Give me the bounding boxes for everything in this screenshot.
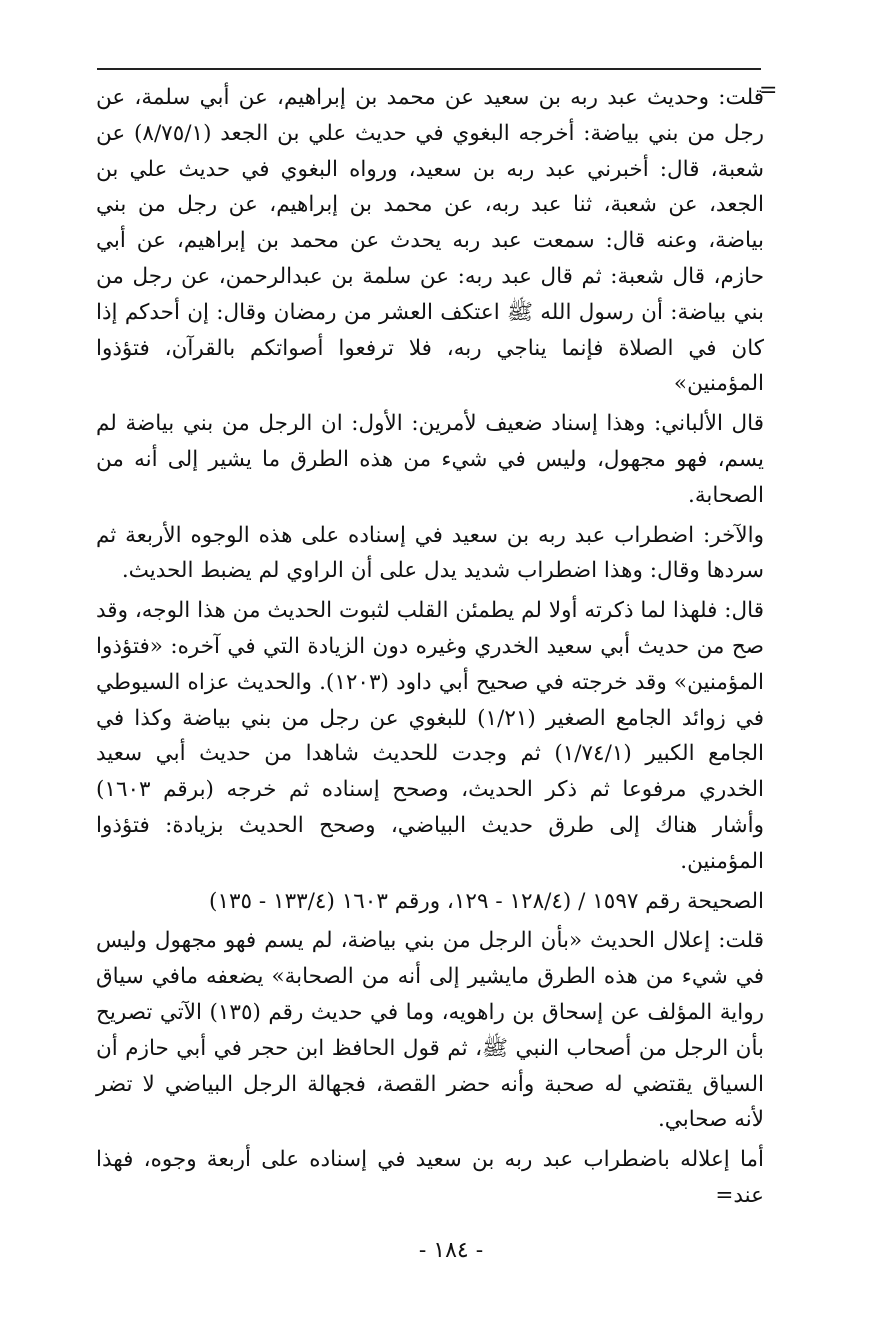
paragraph-3: والآخر: اضطراب عبد ربه بن سعيد في إسناده على هذه الوجوه الأربعة ثم سردها وقال: وهذا اضطراب شديد يدل على أن الراوي لم يضبط الحديث. [96, 522, 764, 584]
paragraph-6: قلت: إعلال الحديث «بأن الرجل من بني بياضة، لم يسم فهو مجهول وليس في شيء من هذه الطرق مايشير إلى أنه من الصحابة» يضعفه مافي سياق رواية المؤلف عن إسحاق بن راهويه، وما في حديث رقم (١٣٥) الآتي تصريح بأن الرجل من أصحاب النبي ﷺ، ثم قول الحافظ ابن حجر في أبي حازم أن السياق يقتضي له صحبة وأنه حضر القصة، فجهالة الرجل البياضي لا تضر لأنه صحابي. [96, 928, 764, 1133]
paragraph-7: أما إعلاله باضطراب عبد ربه بن سعيد في إسناده على أربعة وجوه، فهذا عند= [96, 1147, 764, 1208]
continuation-mark: = [759, 78, 778, 103]
footnote-body [96, 80, 764, 1214]
footnote-separator-rule [97, 68, 761, 70]
paragraph-1: قلت: وحديث عبد ربه بن سعيد عن محمد بن إبراهيم، عن أبي سلمة، عن رجل من بني بياضة: أخرجه البغوي في حديث علي بن الجعد (٨/٧٥/١) عن شعبة، قال: أخبرني عبد ربه بن سعيد، ورواه البغوي في حديث علي بن الجعد، عن شعبة، ثنا عبد ربه، عن محمد بن إبراهيم، عن رجل من بني بياضة، وعنه قال: سمعت عبد ربه يحدث عن محمد بن إبراهيم، عن أبي حازم، قال شعبة: ثم قال عبد ربه: عن سلمة بن عبدالرحمن، عن رجل من بني بياضة: أن رسول الله ﷺ اعتكف العشر من رمضان وقال: إن أحدكم إذا كان في الصلاة فإنما يناجي ربه، فلا ترفعوا أصواتكم بالقرآن، فتؤذوا المؤمنين» [96, 85, 764, 397]
paragraph-2: قال الألباني: وهذا إسناد ضعيف لأمرين: الأول: ان الرجل من بني بياضة لم يسم، فهو مجهول، وليس في شيء من هذه الطرق ما يشير إلى أنه من الصحابة. [96, 411, 764, 508]
paragraph-5: الصحيحة رقم ١٥٩٧ / (١٢٨/٤ - ١٢٩، ورقم ١٦٠٣ (١٣٣/٤ - ١٣٥) [209, 888, 764, 914]
paragraph-4: قال: فلهذا لما ذكرته أولا لم يطمئن القلب لثبوت الحديث من هذا الوجه، وقد صح من حديث أبي سعيد الخدري وغيره دون الزيادة التي في آخره: «فتؤذوا المؤمنين» وقد خرجته في صحيح أبي داود (١٢٠٣). والحديث عزاه السيوطي في زوائد الجامع الصغير (١/٢١) للبغوي عن رجل من بني بياضة وكذا في الجامع الكبير (١/٧٤/١) ثم وجدت للحديث شاهدا من حديث أبي سعيد الخدري مرفوعا ثم ذكر الحديث، وصحح إسناده ثم خرجه (برقم ١٦٠٣) وأشار هناك إلى طرق حديث البياضي، وصحح الحديث بزيادة: فتؤذوا المؤمنين. [96, 598, 764, 874]
page-number: - ١٨٤ - [418, 1238, 484, 1263]
